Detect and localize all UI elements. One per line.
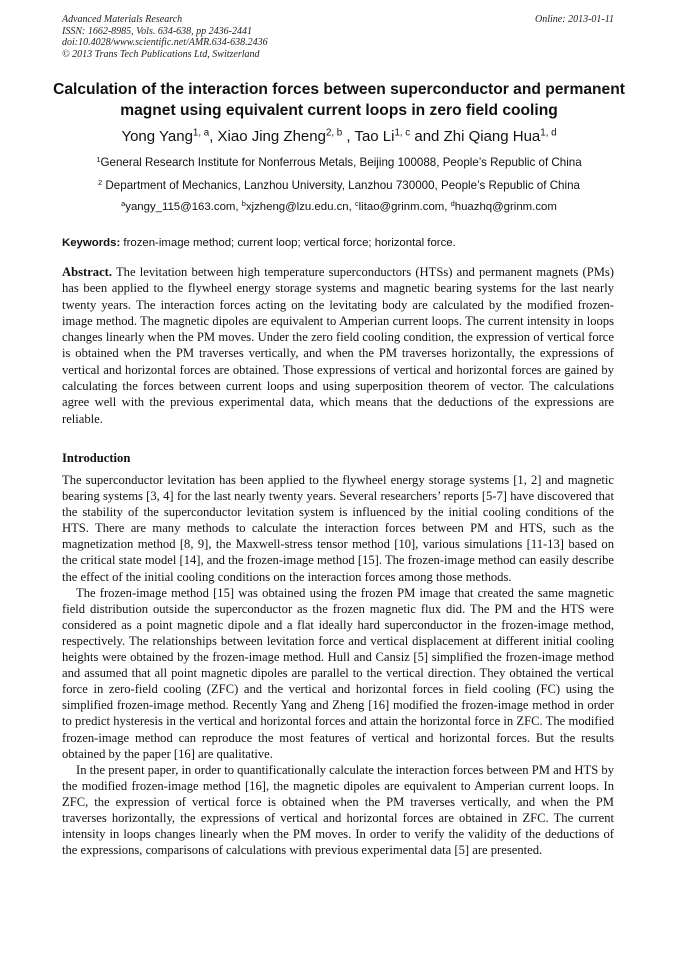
email-separator: , bbox=[348, 201, 355, 213]
author-name: Tao Li bbox=[354, 128, 395, 145]
email-list bbox=[40, 200, 638, 215]
author-name: Yong Yang bbox=[121, 128, 193, 145]
affiliation-2 bbox=[40, 178, 638, 193]
paper-title: Calculation of the interaction forces between superconductor and permanent magnet using equivalent current loops in zero field cooling bbox=[53, 81, 625, 119]
email-address: litao@grinm.com bbox=[358, 201, 445, 213]
journal-name: Advanced Materials Research bbox=[62, 14, 183, 25]
paragraph: In the present paper, in order to quantificationally calculate the interaction forces between PM and HTS by the modified frozen-image method [16], the magnetic dipoles are equivalent to Amperian current loops. In ZFC, the expression of vertical force is obtained when the PM traverses vertically, and when the PM traverses horizontally, the expressions of vertical and horizontal forces are obtained in ZFC. The current intensity in loops changes linearly when the PM moves. In order to verify the validity of the deductions of the expressions, comparisons of calculations with previous experimental data [5] are presented. bbox=[62, 762, 614, 858]
email-separator: , bbox=[444, 201, 451, 213]
author-separator: , bbox=[209, 128, 218, 145]
author-name: Xiao Jing Zheng bbox=[217, 128, 326, 145]
abstract-label: Abstract. bbox=[62, 265, 113, 279]
author-list bbox=[40, 127, 638, 147]
affiliation-text: Department of Mechanics, Lanzhou University, Lanzhou 730000, People’s Republic of China bbox=[102, 179, 580, 192]
email-mark: d bbox=[450, 198, 455, 208]
keywords-text: frozen-image method; current loop; vertical force; horizontal force. bbox=[120, 237, 456, 249]
abstract-text: The levitation between high temperature superconductors (HTSs) and permanent magnets (PMs) has been applied to the flywheel energy storage systems and magnetic bearing systems for the last nearly twenty years. The interaction forces acting on the levitating body are calculated by the modified frozen-image method. The magnetic dipoles are equivalent to Amperian current loops. The current intensity in loops changes linearly when the PM moves. Under the zero field cooling condition, the expression of vertical force is obtained when the PM traverses vertically, and when the PM traverses horizontally, the expressions of vertical and horizontal forces are obtained. Those expressions of vertical and horizontal forces are gained by calculating the forces between current loops and using superposition theorem of vector. The calculations agree well with the previous experimental data, which means that the deductions of the expressions are reliable. bbox=[62, 265, 614, 426]
author-affiliation-mark: 1, d bbox=[540, 127, 557, 139]
author-affiliation-mark: 1, c bbox=[394, 127, 411, 139]
author-affiliation-mark: 1, a bbox=[192, 127, 210, 139]
paragraph: The frozen-image method [15] was obtained using the frozen PM image that created the same magnetic field distribution outside the superconductor as the frozen magnetic flux did. The PM and the HTS were considered as a point magnetic dipole and a flat ideally hard superconductor in the frozen-image method, respectively. The relationships between levitation force and vertical displacement at different initial cooling heights were obtained by the frozen-image method. Hull and Cansiz [5] simplified the frozen-image method and assumed that all point magnetic dipoles are parallel to the vertical direction. They obtained the vertical force in zero-field cooling (ZFC) and the vertical and horizontal forces in field cooling (FC) using the simplified frozen-image method. Recently Yang and Zheng [16] modified the frozen-image method in order to predict hysteresis in the vertical and horizontal forces and attain the horizontal force in ZFC. The modified frozen-image method can reproduce the most features of vertical and horizontal forces. But the results obtained by the paper [16] are qualitative. bbox=[62, 585, 614, 761]
author-name: Zhi Qiang Hua bbox=[443, 128, 541, 145]
email-address: huazhq@grinm.com bbox=[454, 201, 557, 213]
email-address: xjzheng@lzu.edu.cn bbox=[245, 201, 349, 213]
affiliation-mark: 1 bbox=[96, 154, 101, 164]
keywords-label: Keywords: bbox=[62, 237, 121, 249]
affiliation-text: General Research Institute for Nonferrous Metals, Beijing 100088, People’s Republic of China bbox=[100, 156, 582, 169]
keywords bbox=[62, 236, 614, 251]
section-heading-introduction: Introduction bbox=[62, 451, 131, 465]
issn-line: ISSN: 1662-8985, Vols. 634-638, pp 2436-2441 bbox=[62, 25, 252, 37]
author-separator: , bbox=[342, 128, 355, 145]
affiliation-mark: 2 bbox=[98, 177, 103, 187]
email-mark: c bbox=[354, 198, 359, 208]
paragraph: The superconductor levitation has been applied to the flywheel energy storage systems [1, 2] and magnetic bearing systems [3, 4] for the last nearly twenty years. Several researchers’ reports [5-7] have discovered that the stability of the superconductor levitation system is influenced by the initial cooling conditions of the HTS. There are many methods to calculate the interaction forces between PM and HTS, such as the magnetization method [8, 9], the Maxwell-stress tensor method [10], various simulations [11-13] based on the critical state model [14], and the frozen-image method [15]. The frozen-image method can easily describe the effect of the initial cooling conditions on the interaction forces among those methods. bbox=[62, 473, 614, 584]
email-address: yangy_115@163.com bbox=[125, 201, 236, 213]
copyright-line: © 2013 Trans Tech Publications Ltd, Switzerland bbox=[62, 48, 260, 60]
author-affiliation-mark: 2, b bbox=[325, 127, 343, 139]
email-separator: , bbox=[235, 201, 242, 213]
email-mark: b bbox=[241, 198, 246, 208]
affiliation-1 bbox=[40, 155, 638, 170]
online-date: Online: 2013-01-11 bbox=[535, 14, 614, 25]
author-separator: and bbox=[410, 128, 444, 145]
email-mark: a bbox=[121, 198, 126, 208]
doi-line: doi:10.4028/www.scientific.net/AMR.634-638.2436 bbox=[62, 37, 268, 48]
journal-header bbox=[62, 14, 614, 60]
abstract bbox=[62, 264, 614, 427]
introduction-body bbox=[62, 472, 614, 858]
